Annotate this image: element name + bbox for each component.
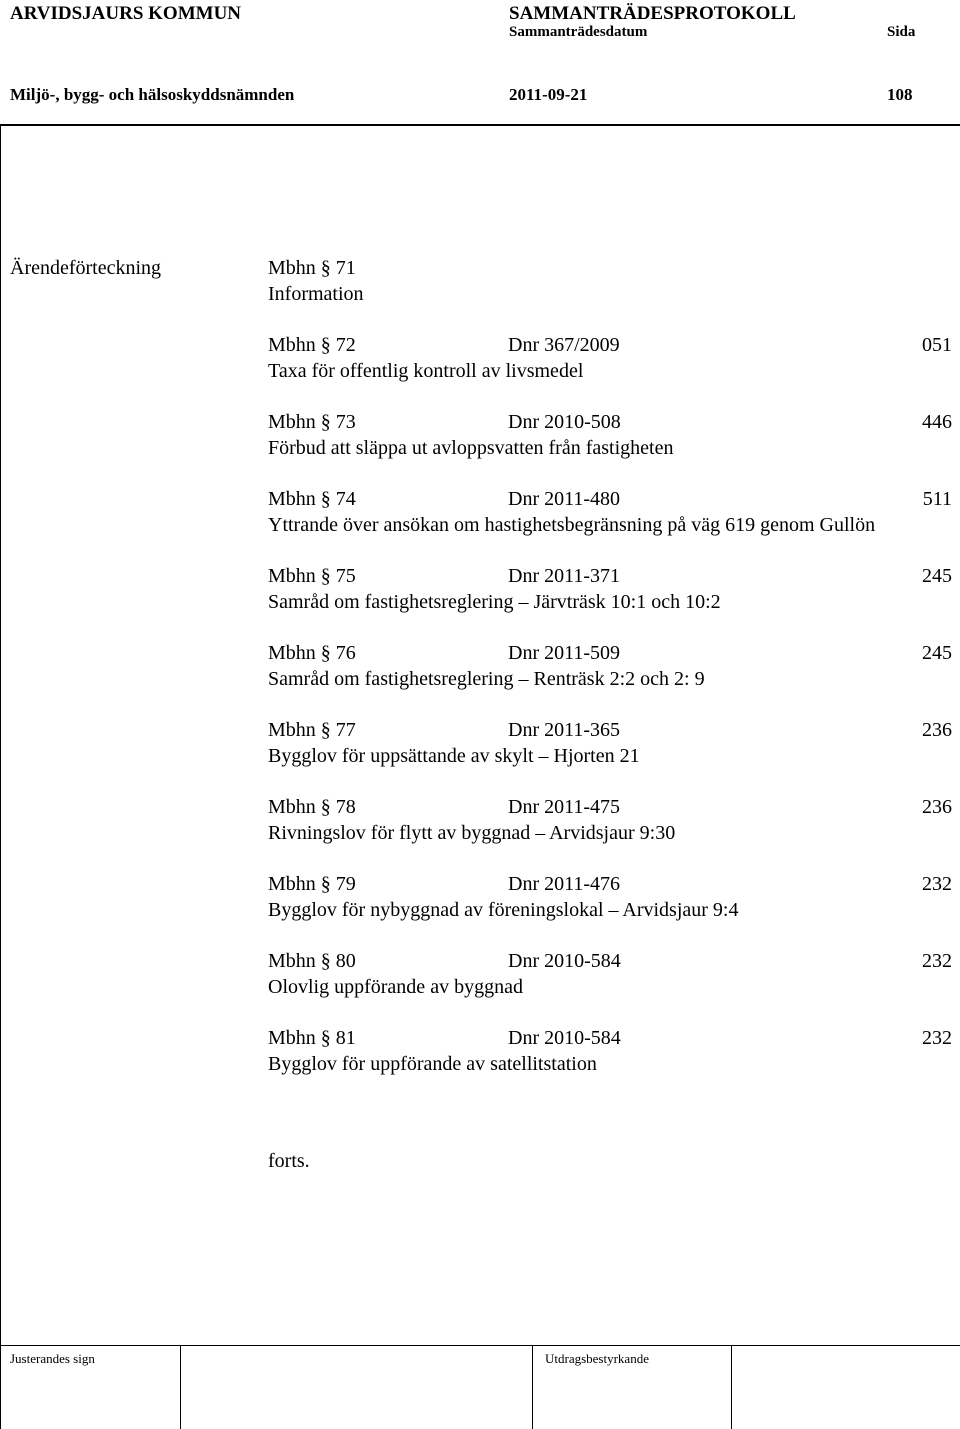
municipality-name: ARVIDSJAURS KOMMUN xyxy=(10,3,242,24)
case-dnr: Dnr 2010-584 xyxy=(508,1027,621,1049)
section-label: Ärendeförteckning xyxy=(10,257,162,279)
committee-name: Miljö-, bygg- och hälsoskyddsnämnden xyxy=(10,85,295,104)
case-code: 232 xyxy=(922,950,952,972)
case-dnr: Dnr 2011-371 xyxy=(508,565,621,587)
case-code: 511 xyxy=(922,488,952,510)
case-dnr: Dnr 2011-475 xyxy=(508,796,621,818)
case-title: Taxa för offentlig kontroll av livsmedel xyxy=(268,360,584,382)
case-title: Yttrande över ansökan om hastighetsbegränsning på väg 619 genom Gullön xyxy=(268,514,876,536)
case-dnr: Dnr 2011-509 xyxy=(508,642,621,664)
left-border xyxy=(0,124,1,1429)
footer-separator-3 xyxy=(731,1345,732,1429)
case-title: Rivningslov för flytt av byggnad – Arvidsjaur 9:30 xyxy=(268,822,676,844)
case-code: 051 xyxy=(922,334,952,356)
case-reference: Mbhn § 79 xyxy=(268,873,356,895)
case-title: Bygglov för uppsättande av skylt – Hjorten 21 xyxy=(268,745,640,767)
case-reference: Mbhn § 78 xyxy=(268,796,356,818)
case-dnr: Dnr 2011-365 xyxy=(508,719,621,741)
header-divider xyxy=(0,124,960,126)
page-label: Sida xyxy=(887,24,916,40)
case-code: 446 xyxy=(922,411,952,433)
case-reference: Mbhn § 73 xyxy=(268,411,356,433)
case-reference: Mbhn § 80 xyxy=(268,950,356,972)
case-title: Förbud att släppa ut avloppsvatten från fastigheten xyxy=(268,437,674,459)
signature-label: Justerandes sign xyxy=(10,1351,95,1366)
case-reference: Mbhn § 75 xyxy=(268,565,356,587)
case-reference: Mbhn § 74 xyxy=(268,488,356,510)
document-type: SAMMANTRÄDESPROTOKOLL xyxy=(509,3,796,24)
case-title: Samråd om fastighetsreglering – Järvträsk 10:1 och 10:2 xyxy=(268,591,721,613)
case-reference: Mbhn § 72 xyxy=(268,334,356,356)
footer-separator-1 xyxy=(180,1345,181,1429)
continued-note: forts. xyxy=(268,1150,310,1172)
case-dnr: Dnr 2010-584 xyxy=(508,950,621,972)
case-code: 236 xyxy=(922,796,952,818)
case-reference: Mbhn § 81 xyxy=(268,1027,356,1049)
case-dnr: Dnr 367/2009 xyxy=(508,334,620,356)
page-number: 108 xyxy=(887,85,913,104)
case-code: 236 xyxy=(922,719,952,741)
case-title: Samråd om fastighetsreglering – Renträsk 2:2 och 2: 9 xyxy=(268,668,705,690)
case-reference: Mbhn § 77 xyxy=(268,719,356,741)
certification-label: Utdragsbestyrkande xyxy=(545,1351,649,1366)
case-title: Olovlig uppförande av byggnad xyxy=(268,976,523,998)
case-code: 245 xyxy=(922,565,952,587)
case-reference: Mbhn § 76 xyxy=(268,642,356,664)
case-title: Information xyxy=(268,283,364,305)
case-dnr: Dnr 2011-476 xyxy=(508,873,621,895)
case-title: Bygglov för uppförande av satellitstation xyxy=(268,1053,597,1075)
case-title: Bygglov för nybyggnad av föreningslokal – Arvidsjaur 9:4 xyxy=(268,899,739,921)
meeting-date: 2011-09-21 xyxy=(509,85,588,104)
case-code: 245 xyxy=(922,642,952,664)
case-dnr: Dnr 2010-508 xyxy=(508,411,621,433)
case-code: 232 xyxy=(922,1027,952,1049)
case-dnr: Dnr 2011-480 xyxy=(508,488,621,510)
footer-divider xyxy=(0,1345,960,1346)
case-code: 232 xyxy=(922,873,952,895)
date-label: Sammanträdesdatum xyxy=(509,24,648,40)
case-reference: Mbhn § 71 xyxy=(268,257,356,279)
footer-separator-2 xyxy=(532,1345,533,1429)
